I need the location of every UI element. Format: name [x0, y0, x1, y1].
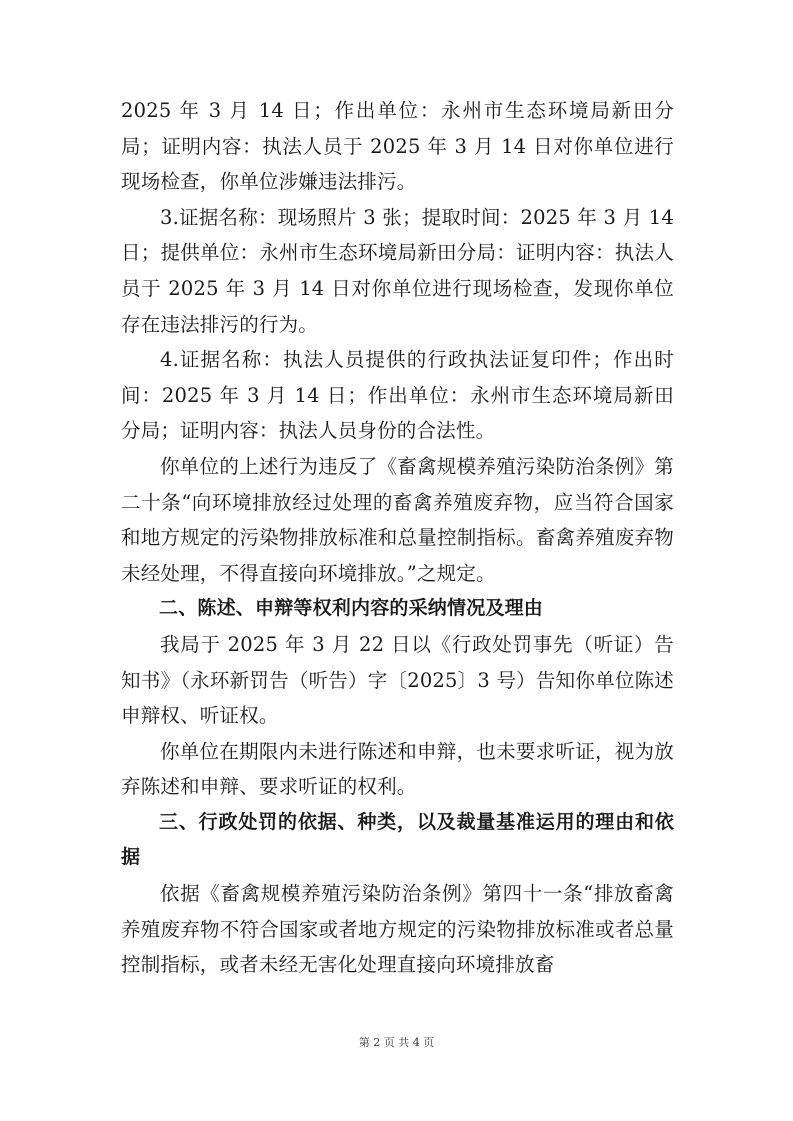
- section-heading-3: 三、行政处罚的依据、种类，以及裁量基准运用的理由和依据: [121, 810, 674, 869]
- paragraph-waiver: 你单位在期限内未进行陈述和申辩，也未要求听证，视为放弃陈述和申辩、要求听证的权利。: [121, 739, 674, 799]
- paragraph-evidence-3: 3.证据名称：现场照片 3 张；提取时间：2025 年 3 月 14 日；提供单位：永州市生态环境局新田分局：证明内容：执法人员于 2025 年 3 月 14 日对你单位进行现场检查，发现你单位存在违法排污的行为。: [121, 205, 674, 336]
- paragraph-violation: 你单位的上述行为违反了《畜禽规模养殖污染防治条例》第二十条“向环境排放经过处理的畜禽养殖废弃物，应当符合国家和地方规定的污染物排放标准和总量控制指标。畜禽养殖废弃物未经处理，不得直接向环境排放。”之规定。: [121, 454, 674, 585]
- document-body: [121, 93, 674, 983]
- paragraph-evidence-4: 4.证据名称：执法人员提供的行政执法证复印件；作出时间：2025 年 3 月 14 日；作出单位：永州市生态环境局新田分局；证明内容：执法人员身份的合法性。: [121, 348, 674, 443]
- paragraph-1: 2025 年 3 月 14 日；作出单位：永州市生态环境局新田分局；证明内容：执法人员于 2025 年 3 月 14 日对你单位进行现场检查，你单位涉嫌违法排污。: [121, 99, 674, 194]
- paragraph-notice: 我局于 2025 年 3 月 22 日以《行政处罚事先（听证）告知书》（永环新罚告（听告）字〔2025〕3 号）告知你单位陈述申辩权、听证权。: [121, 632, 674, 728]
- paragraph-legal-basis: 依据《畜禽规模养殖污染防治条例》第四十一条“排放畜禽养殖废弃物不符合国家或者地方规定的污染物排放标准或者总量控制指标，或者未经无害化处理直接向环境排放畜: [121, 882, 674, 977]
- page-number: 第 2 页 共 4 页: [358, 1036, 435, 1049]
- section-heading-2: 二、陈述、申辩等权利内容的采纳情况及理由: [159, 597, 544, 620]
